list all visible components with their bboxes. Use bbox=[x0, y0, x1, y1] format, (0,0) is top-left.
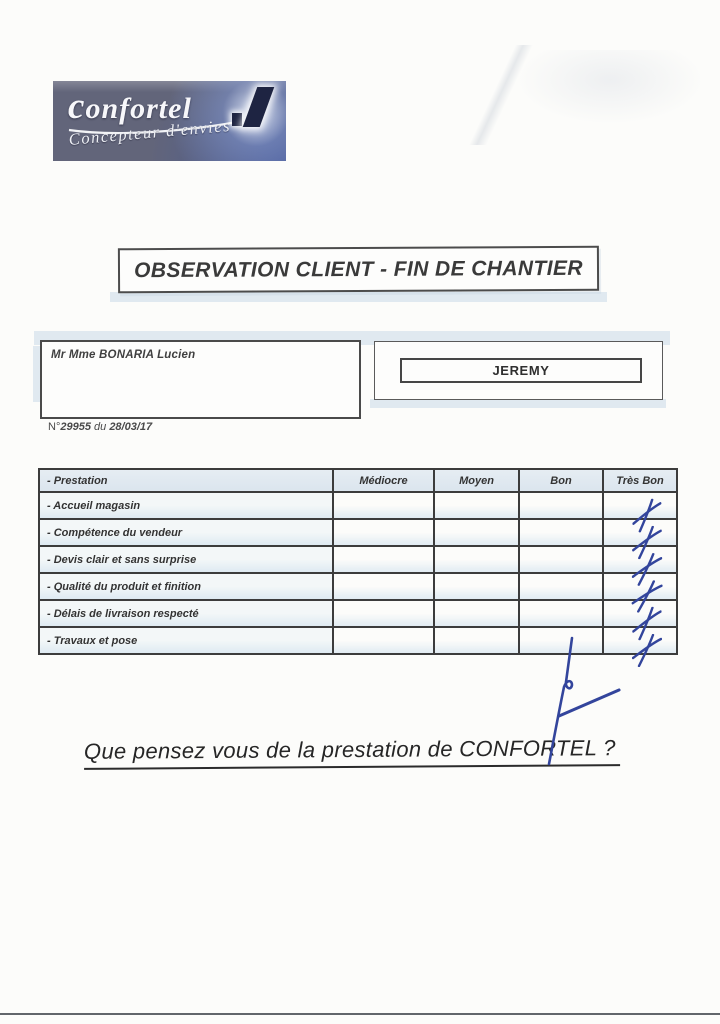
prestation-label: - Délais de livraison respecté bbox=[39, 600, 333, 627]
confortel-logo bbox=[53, 81, 286, 161]
scan-shading-band bbox=[110, 292, 607, 302]
scan-blotch bbox=[515, 50, 705, 125]
form-title: OBSERVATION CLIENT - FIN DE CHANTIER bbox=[134, 256, 583, 282]
rating-cell bbox=[333, 519, 434, 546]
question-text: Que pensez vous de la prestation de CONFORTEL ? bbox=[84, 735, 620, 770]
rating-cell bbox=[434, 519, 519, 546]
rating-cell bbox=[434, 546, 519, 573]
ref-date: 28/03/17 bbox=[109, 421, 153, 433]
advisor-box bbox=[374, 341, 663, 400]
order-reference bbox=[48, 421, 152, 433]
client-info-box bbox=[40, 340, 361, 419]
prestation-label: - Accueil magasin bbox=[39, 492, 333, 519]
header-prestation: - Prestation bbox=[39, 469, 333, 492]
prestation-label: - Compétence du vendeur bbox=[39, 519, 333, 546]
logo-slash-bar-icon bbox=[243, 87, 275, 127]
table-header-row bbox=[39, 469, 677, 492]
ref-prefix: N° bbox=[48, 421, 61, 433]
table-row bbox=[39, 573, 677, 600]
header-mediocre: Médiocre bbox=[333, 469, 434, 492]
rating-cell bbox=[333, 546, 434, 573]
logo-slash-icon bbox=[230, 85, 272, 131]
logo-tagline: Concepteur d'envies bbox=[68, 115, 232, 149]
form-title-box bbox=[118, 246, 599, 294]
rating-cell bbox=[333, 573, 434, 600]
advisor-name: JEREMY bbox=[492, 363, 550, 378]
rating-cell bbox=[434, 492, 519, 519]
rating-cell bbox=[434, 627, 519, 654]
client-name: Mr Mme BONARIA Lucien bbox=[51, 349, 196, 361]
scan-shading-band bbox=[370, 399, 666, 408]
rating-cell bbox=[333, 600, 434, 627]
advisor-name-box bbox=[400, 358, 642, 383]
prestation-label: - Travaux et pose bbox=[39, 627, 333, 654]
rating-cell bbox=[333, 492, 434, 519]
rating-cell bbox=[434, 600, 519, 627]
rating-cell bbox=[603, 492, 677, 519]
scan-crease bbox=[425, 45, 575, 145]
prestation-label: - Qualité du produit et finition bbox=[39, 573, 333, 600]
ref-connector: du bbox=[94, 421, 107, 433]
table-row bbox=[39, 600, 677, 627]
rating-cell bbox=[519, 600, 603, 627]
rating-cell bbox=[519, 546, 603, 573]
table-row bbox=[39, 492, 677, 519]
table-row bbox=[39, 519, 677, 546]
rating-cell bbox=[333, 627, 434, 654]
scan-edge-line bbox=[0, 1013, 720, 1015]
header-tres-bon: Très Bon bbox=[603, 469, 677, 492]
logo-dot-icon bbox=[232, 113, 242, 126]
rating-cell bbox=[519, 492, 603, 519]
rating-cell bbox=[519, 573, 603, 600]
header-bon: Bon bbox=[519, 469, 603, 492]
table-row bbox=[39, 546, 677, 573]
rating-cell bbox=[519, 519, 603, 546]
prestation-label: - Devis clair et sans surprise bbox=[39, 546, 333, 573]
ref-number: 29955 bbox=[60, 421, 91, 433]
logo-brand-text: confortel bbox=[68, 86, 192, 127]
rating-cell bbox=[434, 573, 519, 600]
header-moyen: Moyen bbox=[434, 469, 519, 492]
handwritten-arrow bbox=[512, 624, 672, 774]
